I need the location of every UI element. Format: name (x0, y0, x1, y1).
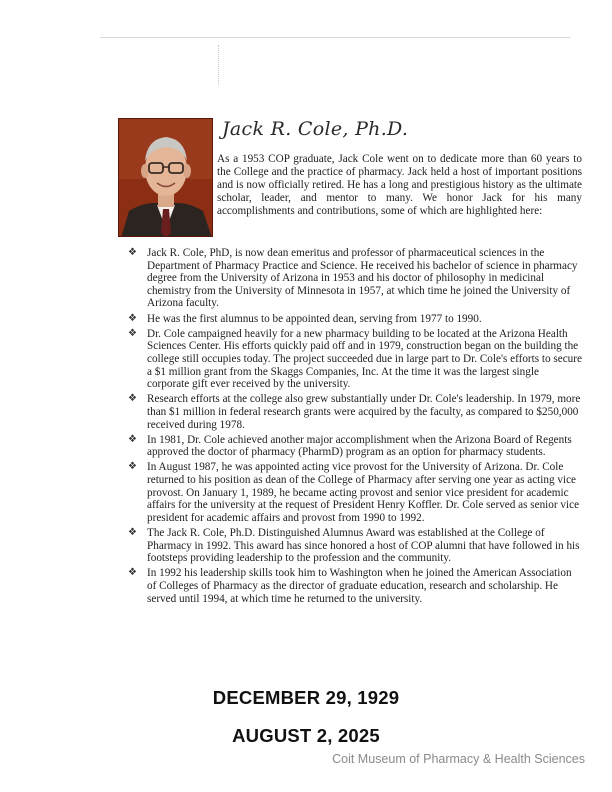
list-item (128, 434, 582, 459)
list-item-text: He was the first alumnus to be appointed dean, serving from 1977 to 1990. (147, 312, 482, 325)
list-item (128, 527, 582, 565)
accomplishments-list (128, 247, 582, 608)
top-rule (100, 37, 570, 38)
list-item (128, 328, 582, 391)
scan-mark (218, 45, 220, 85)
portrait-photo (118, 118, 213, 237)
diamond-bullet-icon: ❖ (128, 393, 137, 405)
intro-paragraph: As a 1953 COP graduate, Jack Cole went on to dedicate more than 60 years to the College and the practice of pharmacy. Jack held a host of important positions and is now officially retired. He has a long and prestigious history as the ultimate scholar, leader, and mentor to many. We honor Jack for his many accomplishments and contributions, some of which are highlighted here: (217, 153, 582, 218)
diamond-bullet-icon: ❖ (128, 327, 137, 339)
diamond-bullet-icon: ❖ (128, 461, 137, 473)
list-item (128, 313, 582, 326)
list-item-text: In 1992 his leadership skills took him to Washington when he joined the American Association of Colleges of Pharmacy as the director of graduate education, research and scholarship. He served until 1994, at which time he returned to the university. (147, 567, 572, 605)
diamond-bullet-icon: ❖ (128, 433, 137, 445)
museum-watermark: Coit Museum of Pharmacy & Health Sciences (332, 752, 585, 766)
list-item (128, 393, 582, 431)
diamond-bullet-icon: ❖ (128, 312, 137, 324)
signature-name: Jack R. Cole, Ph.D. (222, 118, 409, 140)
list-item (128, 247, 582, 310)
diamond-bullet-icon: ❖ (128, 567, 137, 579)
list-item (128, 567, 582, 605)
list-item (128, 461, 582, 524)
death-date: AUGUST 2, 2025 (232, 725, 380, 746)
list-item-text: Research efforts at the college also grew substantially under Dr. Cole's leadership. In 1979, more than $1 million in federal research grants were acquired by the faculty, as compared to $250,000 received during 1978. (147, 393, 581, 431)
list-item-text: In 1981, Dr. Cole achieved another major accomplishment when the Arizona Board of Regents approved the doctor of pharmacy (PharmD) program as an option for pharmacy students. (147, 433, 572, 459)
birth-date: DECEMBER 29, 1929 (212, 687, 400, 708)
list-item-text: Jack R. Cole, PhD, is now dean emeritus and professor of pharmaceutical sciences in the Department of Pharmacy Practice and Science. He received his bachelor of science in pharmacy degree from the University of Arizona in 1953 and his doctor of philosophy in medicinal chemistry from the University of Minnesota in 1957, at which time he joined the University of Arizona faculty. (147, 247, 578, 310)
list-item-text: The Jack R. Cole, Ph.D. Distinguished Alumnus Award was established at the College of Pharmacy in 1992. This award has since honored a host of COP alumni that have followed in his footsteps providing leadership to the profession and the community. (147, 527, 580, 565)
list-item-text: Dr. Cole campaigned heavily for a new pharmacy building to be located at the Arizona Health Sciences Center. His efforts quickly paid off and in 1979, construction began on the building the college still occupies today. The project succeeded due in large part to Dr. Cole's efforts to secure a $1 million grant from the Skaggs Companies, Inc. At the time it was the largest single corporate gift ever received by the university. (147, 327, 582, 391)
list-item-text: In August 1987, he was appointed acting vice provost for the University of Arizona. Dr. Cole returned to his position as dean of the College of Pharmacy after serving one year as acting vice provost. On January 1, 1989, he became acting provost and senior vice president for academic affairs for the university at the request of President Henry Koffler. Dr. Cole served as senior vice president for academic affairs and provost from 1990 to 1992. (147, 461, 580, 524)
diamond-bullet-icon: ❖ (128, 247, 137, 258)
diamond-bullet-icon: ❖ (128, 527, 137, 539)
